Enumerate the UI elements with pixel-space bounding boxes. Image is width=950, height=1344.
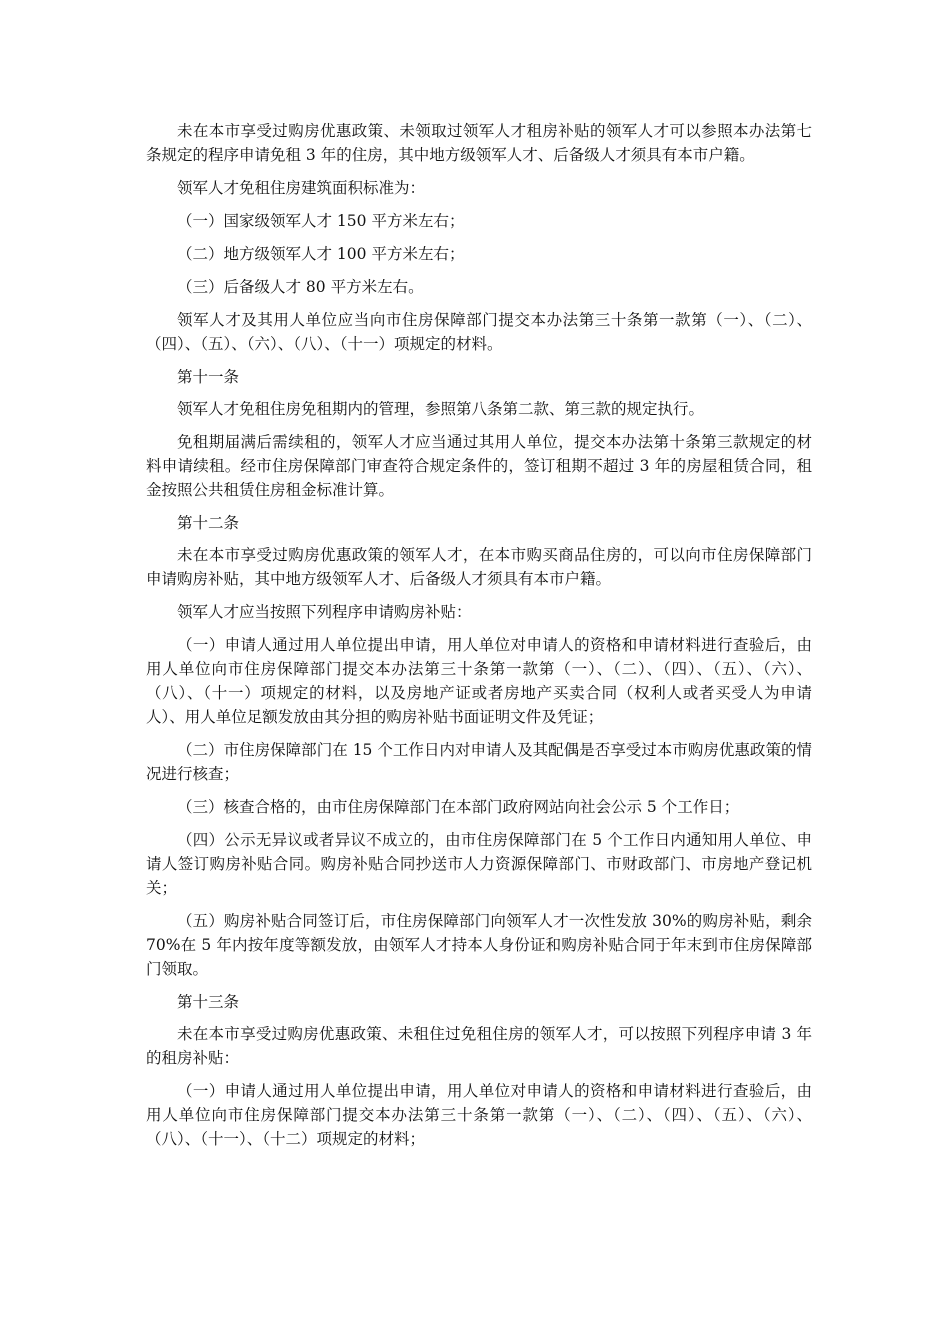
- paragraph: 未在本市享受过购房优惠政策的领军人才，在本市购买商品住房的，可以向市住房保障部门申请购房补贴，其中地方级领军人才、后备级人才须具有本市户籍。: [146, 546, 812, 588]
- list-item: （二）地方级领军人才 100 平方米左右；: [177, 245, 465, 263]
- article-heading: 第十二条: [177, 514, 240, 532]
- paragraph: 领军人才应当按照下列程序申请购房补贴：: [177, 603, 472, 621]
- list-item: （一）国家级领军人才 150 平方米左右；: [177, 212, 465, 230]
- paragraph: 领军人才及其用人单位应当向市住房保障部门提交本办法第三十条第一款第（一）、（二）、（四）、（五）、（六）、（八）、（十一）项规定的材料。: [146, 311, 812, 353]
- paragraph: 免租期届满后需续租的，领军人才应当通过其用人单位，提交本办法第十条第三款规定的材料申请续租。经市住房保障部门审查符合规定条件的，签订租期不超过 3 年的房屋租赁合同，租金按照公共租赁住房租金标准计算。: [146, 433, 812, 499]
- list-item: （三）后备级人才 80 平方米左右。: [177, 278, 424, 296]
- paragraph: 领军人才免租住房免租期内的管理，参照第八条第二款、第三款的规定执行。: [177, 400, 705, 418]
- list-item: （二）市住房保障部门在 15 个工作日内对申请人及其配偶是否享受过本市购房优惠政策的情况进行核查；: [146, 741, 812, 783]
- paragraph: 未在本市享受过购房优惠政策、未领取过领军人才租房补贴的领军人才可以参照本办法第七条规定的程序申请免租 3 年的住房，其中地方级领军人才、后备级人才须具有本市户籍。: [146, 122, 812, 164]
- document-body: [146, 119, 812, 1160]
- paragraph: 未在本市享受过购房优惠政策、未租住过免租住房的领军人才，可以按照下列程序申请 3 年的租房补贴：: [146, 1025, 812, 1067]
- list-item: （四）公示无异议或者异议不成立的，由市住房保障部门在 5 个工作日内通知用人单位、申请人签订购房补贴合同。购房补贴合同抄送市人力资源保障部门、市财政部门、市房地产登记机关；: [146, 831, 812, 897]
- list-item: （五）购房补贴合同签订后，市住房保障部门向领军人才一次性发放 30%的购房补贴，剩余 70%在 5 年内按年度等额发放，由领军人才持本人身份证和购房补贴合同于年末到市住房保障部门领取。: [146, 912, 812, 978]
- list-item: （一）申请人通过用人单位提出申请，用人单位对申请人的资格和申请材料进行查验后，由用人单位向市住房保障部门提交本办法第三十条第一款第（一）、（二）、（四）、（五）、（六）、（八）、（十一）、（十二）项规定的材料；: [146, 1082, 812, 1148]
- list-item: （一）申请人通过用人单位提出申请，用人单位对申请人的资格和申请材料进行查验后，由用人单位向市住房保障部门提交本办法第三十条第一款第（一）、（二）、（四）、（五）、（六）、（八）、（十一）项规定的材料，以及房地产证或者房地产买卖合同（权利人或者买受人为申请人）、用人单位足额发放由其分担的购房补贴书面证明文件及凭证；: [146, 636, 812, 726]
- article-heading: 第十一条: [177, 368, 240, 386]
- article-heading: 第十三条: [177, 993, 240, 1011]
- paragraph: 领军人才免租住房建筑面积标准为：: [177, 179, 426, 197]
- list-item: （三）核查合格的，由市住房保障部门在本部门政府网站向社会公示 5 个工作日；: [177, 798, 740, 816]
